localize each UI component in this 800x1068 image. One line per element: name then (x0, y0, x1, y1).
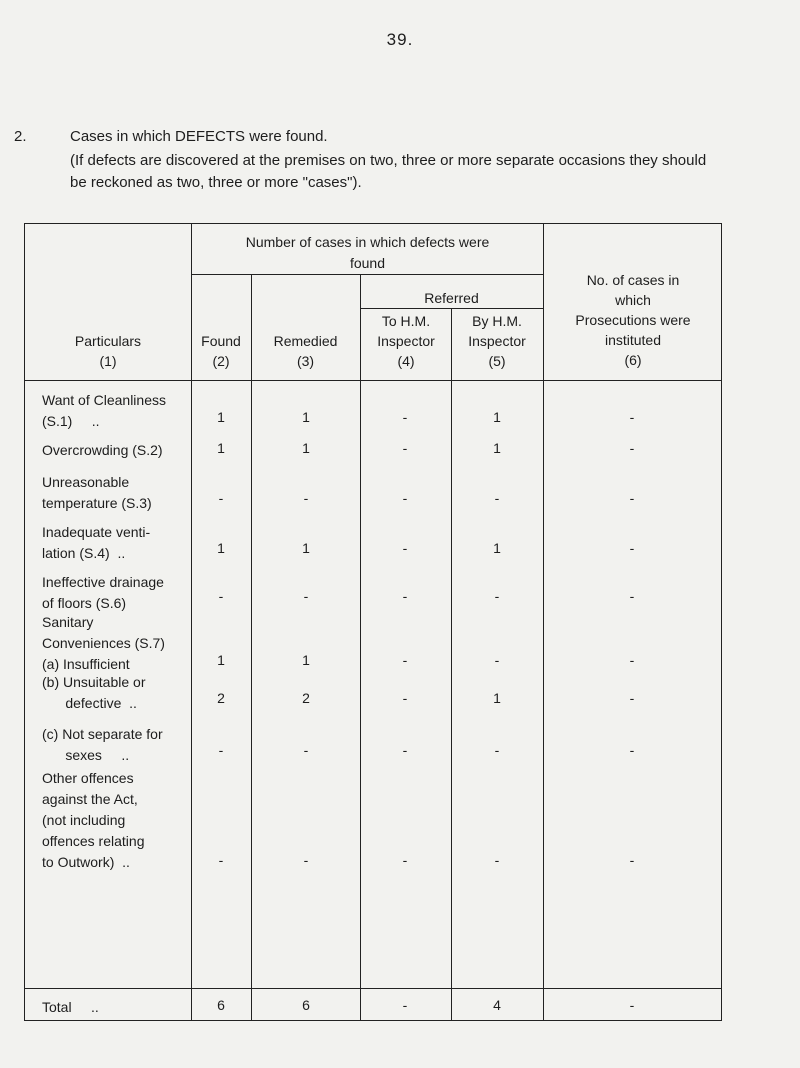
table-cell: - (494, 852, 500, 868)
table-cell: - (402, 652, 408, 668)
table-cell: 1 (217, 409, 225, 425)
table-cell: - (402, 540, 408, 556)
col-num: (3) (296, 353, 315, 369)
row-label-line: (c) Not separate for (42, 726, 163, 742)
table-cell: - (303, 742, 309, 758)
table-cell: - (494, 742, 500, 758)
table-cell: - (629, 490, 635, 506)
col-divider-4 (451, 308, 452, 1020)
col-divider-2 (251, 274, 252, 1020)
table-cell: - (218, 742, 224, 758)
table-cell: - (629, 588, 635, 604)
row-label-line: Want of Cleanliness (42, 392, 166, 408)
row-label-line: Unreasonable (42, 474, 130, 490)
table-cell: - (303, 588, 309, 604)
table-cell: - (402, 409, 408, 425)
col-header-particulars (25, 331, 191, 371)
section-title: Cases in which DEFECTS were found. (70, 128, 328, 145)
table-cell: 1 (493, 690, 501, 706)
table-cell: - (629, 852, 635, 868)
table-cell: - (303, 852, 309, 868)
table-cell: - (402, 490, 408, 506)
col-header-to-inspector (368, 311, 444, 371)
table-cell: - (303, 490, 309, 506)
section-note: (If defects are discovered at the premises on two, three or more separate occasions they should be reckoned as two, three or more "cases"). (70, 152, 707, 191)
header-bottom-rule (25, 380, 721, 381)
col-num: (5) (488, 353, 506, 369)
table-cell: 1 (302, 440, 310, 456)
row-label-line: lation (S.4) .. (42, 545, 126, 561)
table-cell: - (494, 588, 500, 604)
row-label (42, 768, 192, 873)
row-label-line: offences relating (42, 833, 145, 849)
section-heading (14, 128, 328, 145)
col-label: To H.M. Inspector (377, 313, 435, 349)
table-cell: 2 (302, 690, 310, 706)
row-label-line: (a) Insufficient (42, 656, 130, 672)
table-cell: - (629, 690, 635, 706)
group-header: Number of cases in which defects were found (245, 234, 490, 271)
col-divider-5 (543, 224, 544, 1020)
row-label-line: of floors (S.6) (42, 595, 127, 611)
page-number: 39. (386, 30, 414, 49)
total-cell: 6 (217, 997, 225, 1013)
table-cell: - (402, 852, 408, 868)
row-label (42, 390, 192, 432)
table-cell: - (218, 588, 224, 604)
col-divider-3 (360, 274, 361, 1020)
table-cell: 1 (217, 652, 225, 668)
col-header-remedied (251, 331, 360, 371)
row-label-line: to Outwork) .. (42, 854, 130, 870)
table-cell: - (629, 652, 635, 668)
table-cell: 1 (217, 440, 225, 456)
col-label: No. of cases in which Prosecutions were instituted (575, 272, 691, 348)
col-label: Found (201, 333, 241, 349)
col-header-prosecutions (546, 270, 720, 370)
table-cell: 1 (302, 540, 310, 556)
row-label (42, 472, 192, 514)
total-cell: - (629, 997, 635, 1013)
total-label: Total .. (42, 999, 99, 1015)
table-cell: 1 (302, 409, 310, 425)
table-cell: - (494, 652, 500, 668)
table-cell: - (402, 690, 408, 706)
group-header-rule (191, 274, 543, 275)
table-cell: - (629, 440, 635, 456)
section-number: 2. (14, 128, 27, 145)
row-label-line: Inadequate venti- (42, 524, 151, 540)
table-cell: - (629, 409, 635, 425)
col-num: (4) (397, 353, 415, 369)
row-label (42, 572, 192, 614)
row-label-line: sexes .. (42, 747, 130, 763)
row-label-line: temperature (S.3) (42, 495, 152, 511)
table-cell: 2 (217, 690, 225, 706)
row-label-line: (S.1) .. (42, 413, 100, 429)
row-label-line: Overcrowding (S.2) (42, 442, 163, 458)
col-num: (6) (624, 352, 642, 368)
row-label (42, 612, 192, 675)
row-label (42, 440, 192, 461)
col-header-found (191, 331, 251, 371)
row-label-line: Sanitary (42, 614, 94, 630)
total-rule (25, 988, 721, 989)
table-cell: 1 (493, 540, 501, 556)
referred-header: Referred (424, 290, 479, 306)
table-cell: 1 (217, 540, 225, 556)
row-label-line: against the Act, (42, 791, 138, 807)
table-cell: - (629, 742, 635, 758)
table-cell: 1 (302, 652, 310, 668)
col-header-by-inspector (459, 311, 535, 371)
col-label: Remedied (273, 333, 338, 349)
row-label-line: Ineffective drainage (42, 574, 164, 590)
row-label-line: (b) Unsuitable or (42, 674, 146, 690)
table-cell: - (402, 742, 408, 758)
table-cell: - (629, 540, 635, 556)
row-label (42, 522, 192, 564)
table-cell: - (218, 852, 224, 868)
row-label-line: defective .. (42, 695, 137, 711)
table-cell: - (218, 490, 224, 506)
col-num: (1) (99, 353, 117, 369)
table-cell: 1 (493, 440, 501, 456)
row-label (42, 672, 192, 714)
row-label-line: Conveniences (S.7) (42, 635, 165, 651)
total-cell: - (402, 997, 408, 1013)
referred-rule (360, 308, 543, 309)
table-cell: 1 (493, 409, 501, 425)
row-label-line: Other offences (42, 770, 134, 786)
col-num: (2) (212, 353, 230, 369)
row-label (42, 724, 192, 766)
table-cell: - (494, 490, 500, 506)
total-cell: 4 (493, 997, 501, 1013)
col-label: Particulars (74, 333, 142, 349)
row-label-line: (not including (42, 812, 126, 828)
col-label: By H.M. Inspector (468, 313, 526, 349)
table-cell: - (402, 440, 408, 456)
table-cell: - (402, 588, 408, 604)
total-cell: 6 (302, 997, 310, 1013)
